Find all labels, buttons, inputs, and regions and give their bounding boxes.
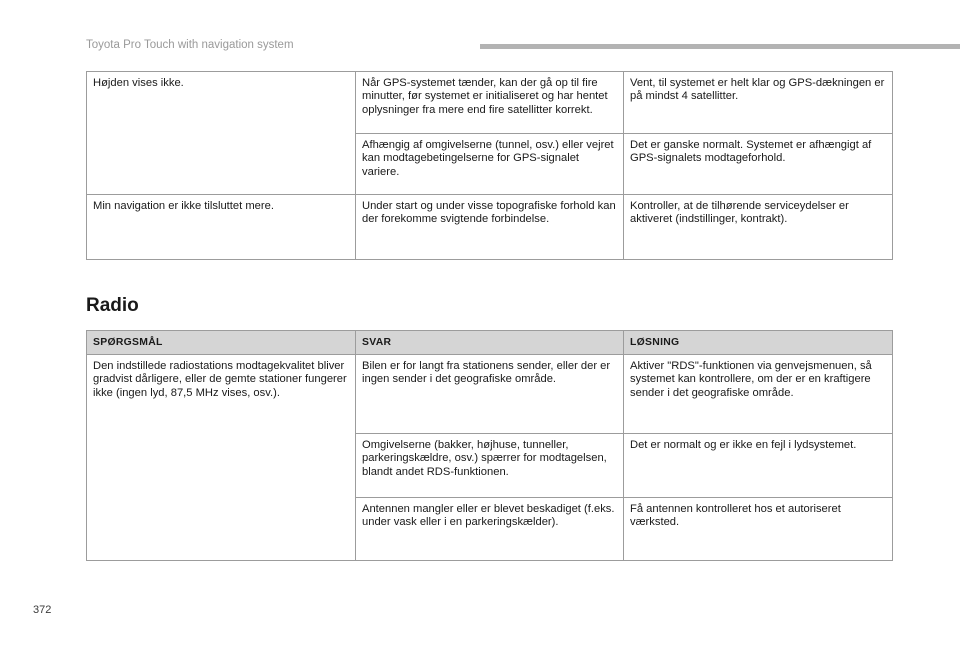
table-row	[87, 355, 893, 434]
solution-cell: Kontroller, at de tilhørende serviceydelser er aktiveret (indstillinger, kontrakt).	[624, 195, 893, 260]
solution-cell: Få antennen kontrolleret hos et autoriseret værksted.	[624, 498, 893, 561]
column-header-question: SPØRGSMÅL	[87, 331, 356, 355]
answer-cell: Antennen mangler eller er blevet beskadiget (f.eks. under vask eller i en parkeringskælder).	[356, 498, 624, 561]
table-header-row	[87, 331, 893, 355]
column-header-answer: SVAR	[356, 331, 624, 355]
gps-troubleshooting-table	[86, 71, 893, 260]
question-cell: Højden vises ikke.	[87, 72, 356, 195]
answer-cell: Når GPS-systemet tænder, kan der gå op til fire minutter, før systemet er initialiseret og har hentet oplysninger fra mere end fire satellitter korrekt.	[356, 72, 624, 134]
table-row	[87, 195, 893, 260]
radio-troubleshooting-table	[86, 330, 893, 561]
solution-cell: Vent, til systemet er helt klar og GPS-dækningen er på mindst 4 satellitter.	[624, 72, 893, 134]
running-header: Toyota Pro Touch with navigation system	[86, 39, 294, 51]
section-title: Radio	[86, 295, 139, 316]
answer-cell: Under start og under visse topografiske forhold kan der forekomme svigtende forbindelse.	[356, 195, 624, 260]
answer-cell: Bilen er for langt fra stationens sender, eller der er ingen sender i det geografiske område.	[356, 355, 624, 434]
question-cell: Den indstillede radiostations modtagekvalitet bliver gradvist dårligere, eller de gemte stationer fungerer ikke (ingen lyd, 87,5 MHz vises, osv.).	[87, 355, 356, 561]
solution-cell: Aktiver "RDS"-funktionen via genvejsmenuen, så systemet kan kontrollere, om der er en kraftigere sender i det geografiske område.	[624, 355, 893, 434]
answer-cell: Afhængig af omgivelserne (tunnel, osv.) eller vejret kan modtagebetingelserne for GPS-signalet variere.	[356, 134, 624, 195]
page-number: 372	[33, 604, 52, 616]
solution-cell: Det er normalt og er ikke en fejl i lydsystemet.	[624, 434, 893, 498]
solution-cell: Det er ganske normalt. Systemet er afhængigt af GPS-signalets modtageforhold.	[624, 134, 893, 195]
question-cell: Min navigation er ikke tilsluttet mere.	[87, 195, 356, 260]
column-header-solution: LØSNING	[624, 331, 893, 355]
table-row	[87, 72, 893, 134]
header-rule	[480, 44, 960, 49]
answer-cell: Omgivelserne (bakker, højhuse, tunneller, parkeringskældre, osv.) spærrer for modtagelsen, blandt andet RDS-funktionen.	[356, 434, 624, 498]
